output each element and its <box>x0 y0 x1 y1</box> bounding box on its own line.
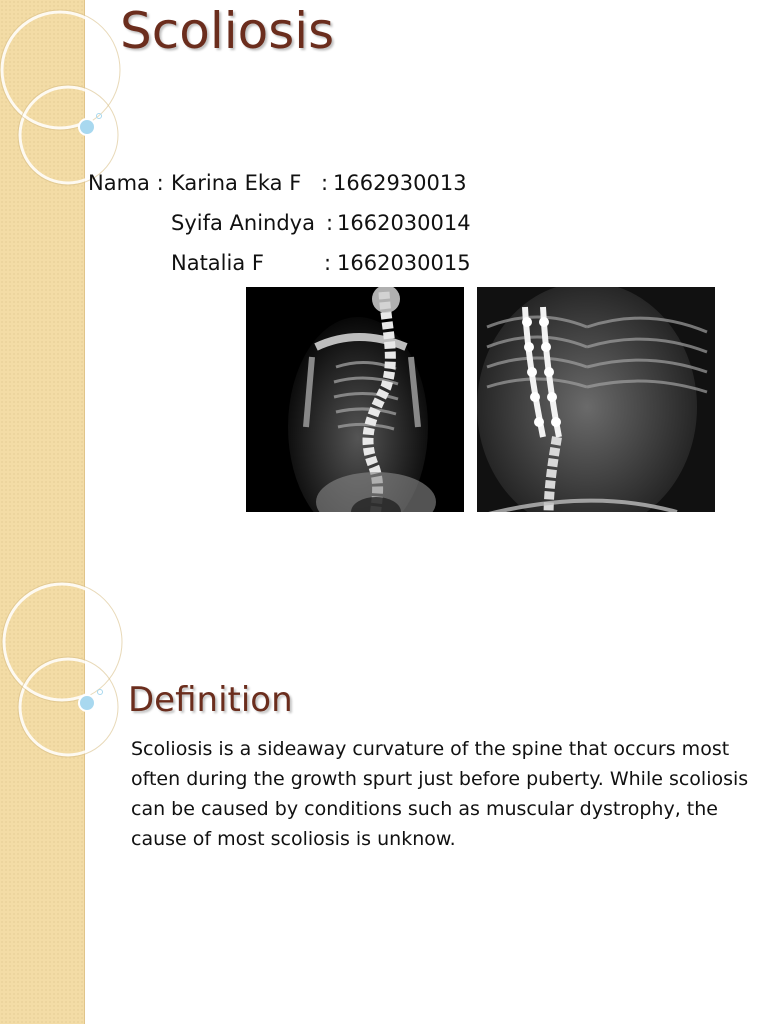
blue-bullet-icon <box>79 695 95 711</box>
member-name: Natalia F <box>171 251 264 275</box>
member-name: Syifa Anindya <box>171 211 315 235</box>
member-label: Nama : <box>88 171 164 195</box>
member-name: Karina Eka F <box>171 171 302 195</box>
xray-image-scoliosis <box>246 287 464 512</box>
xray-image-spinal-rods <box>477 287 715 512</box>
decorative-rings <box>0 0 130 260</box>
blue-bullet-icon <box>79 119 95 135</box>
member-sep: : <box>321 171 329 195</box>
member-id: 1662030014 <box>337 211 471 235</box>
member-sep: : <box>324 251 332 275</box>
member-id: 1662930013 <box>333 171 467 195</box>
slide-title: Definition <box>128 680 293 720</box>
slide-2 <box>0 512 768 1024</box>
decorative-rings <box>0 512 130 772</box>
member-id: 1662030015 <box>337 251 471 275</box>
member-sep: : <box>326 211 334 235</box>
definition-text: Scoliosis is a sideaway curvature of the spine that occurs most often during the growth spurt just before puberty. While scoliosis can be caused by conditions such as muscular dystrophy, the cause of most scoliosis is unknow. <box>131 738 749 850</box>
slide-title: Scoliosis <box>120 2 335 60</box>
